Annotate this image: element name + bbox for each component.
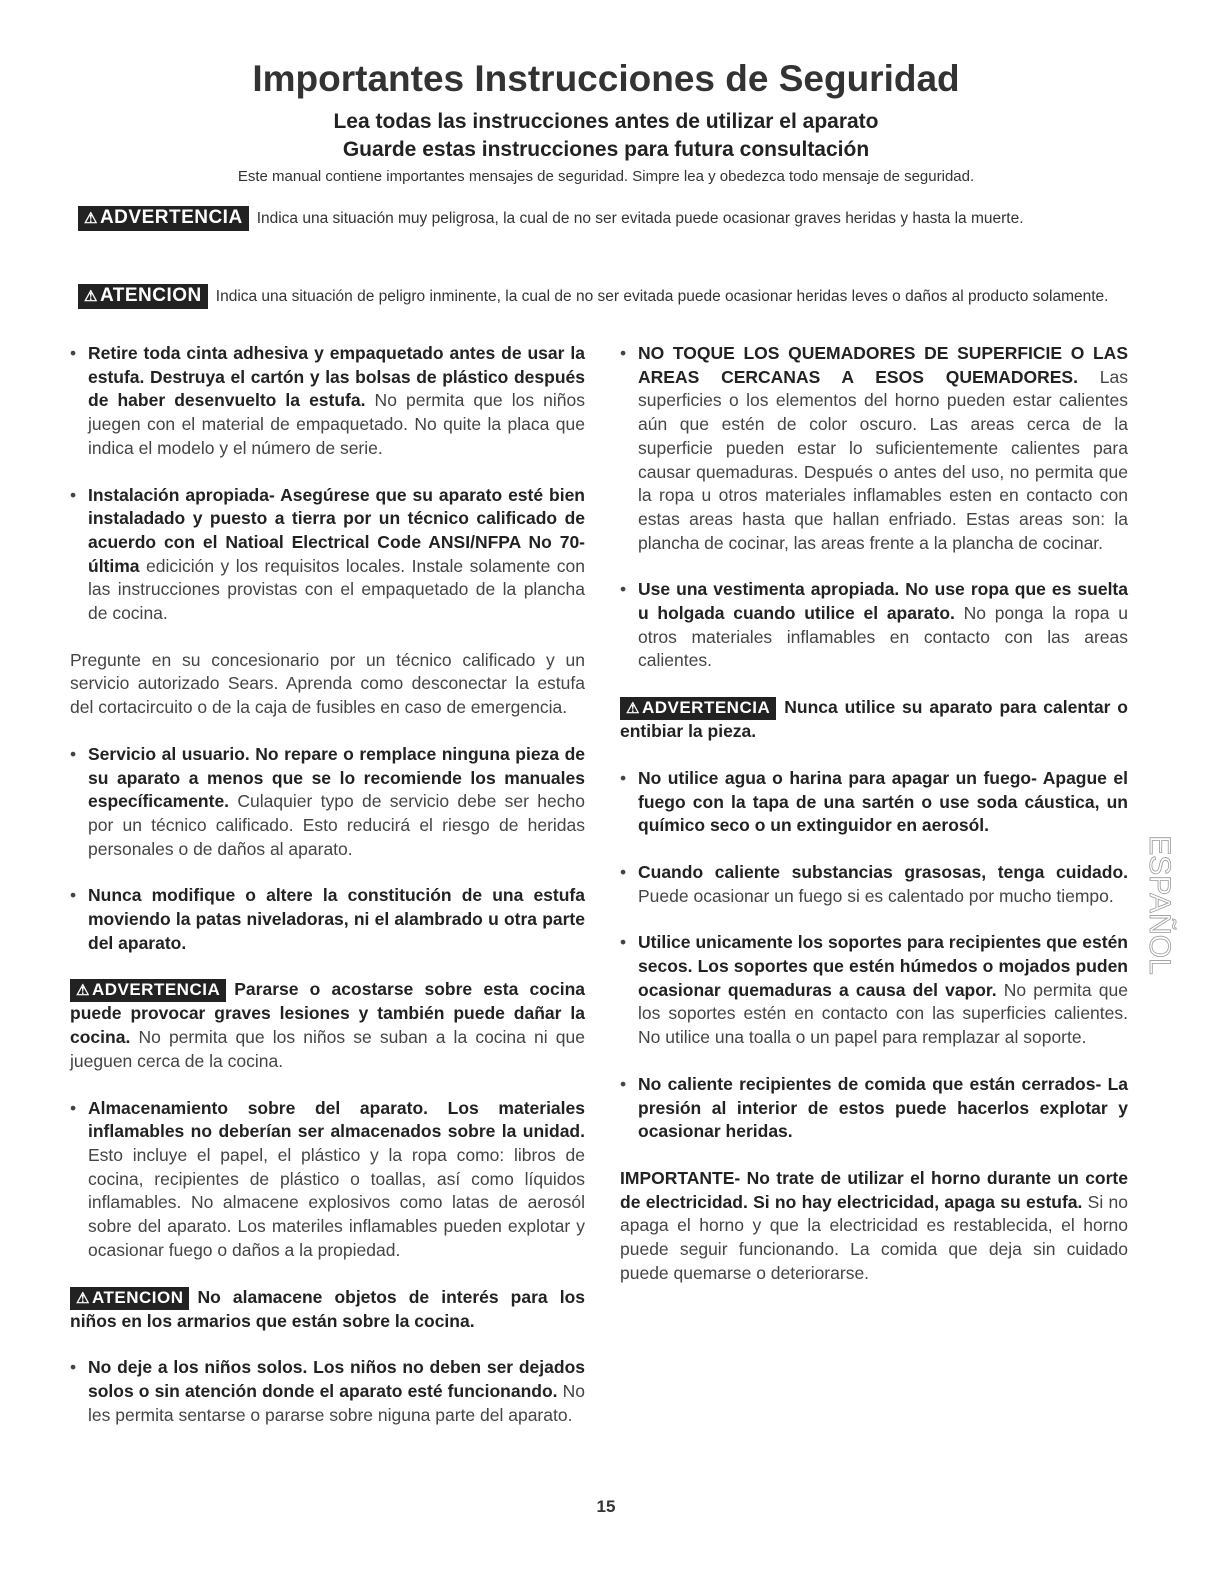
subtitle-keep: Guarde estas instrucciones para futura consultación xyxy=(342,138,870,161)
definition-advertencia: ⚠ ADVERTENCIA Indica una situación muy peligrosa, la cual de no ser evitada puede ocasionar graves heridas y hasta la muerte. xyxy=(78,206,1138,231)
page-number: 15 xyxy=(596,1497,616,1516)
warning-block: ⚠ ADVERTENCIA Nunca utilice su aparato para calentar o entibiar la pieza. xyxy=(620,697,1128,742)
paragraph: Pregunte en su concesionario por un técnico calificado y un servicio autorizado Sears. Aprenda como desconectar la estufa del cortacircuito o de la caja de fusibles en caso de emergencia. xyxy=(70,649,585,718)
list-item: • Instalación apropiada- Asegúrese que su aparato esté bien instaladado y puesto a tierra por un técnico calificado de acuerdo con el Natioal Electrical Code ANSI/NFPA No 70- última edicición y los requisitos locales. Instale solamente con las instrucciones provistas con el empaquetado de la plancha de cocina. xyxy=(70,484,585,626)
list-item: • Cuando caliente substancias grasosas, tenga cuidado. Puede ocasionar un fuego si es calentado por mucho tiempo. xyxy=(620,861,1128,908)
warning-triangle-icon: ⚠ xyxy=(84,288,98,305)
subtitle-read: Lea todas las instrucciones antes de utilizar el aparato xyxy=(333,110,879,133)
warning-triangle-icon: ⚠ xyxy=(76,1289,90,1307)
warning-triangle-icon: ⚠ xyxy=(84,210,98,227)
list-item: • Use una vestimenta apropiada. No use ropa que es suelta u holgada cuando utilice el aparato. No ponga la ropa u otros materiales inflamables en contacto con las areas calientes. xyxy=(620,578,1128,673)
right-column xyxy=(620,342,1128,1309)
page-title: Importantes Instrucciones de Seguridad xyxy=(252,58,960,99)
warning-triangle-icon: ⚠ xyxy=(76,982,90,1000)
definition-atencion: ⚠ ATENCION Indica una situación de peligro inminente, la cual de no ser evitada puede ocasionar heridas leves o daños al producto solamente. xyxy=(78,284,1138,309)
list-item: • No caliente recipientes de comida que están cerrados- La presión al interior de estos puede hacerlos explotar y ocasionar heridas. xyxy=(620,1073,1128,1144)
left-column xyxy=(70,342,585,1450)
atencion-badge: ⚠ ATENCION xyxy=(70,1287,189,1310)
list-item: • Utilice unicamente los soportes para recipientes que estén secos. Los soportes que estén húmedos o mojados puden ocasionar quemaduras a causa del vapor. No permita que los soportes estén en contacto con las superficies calientes. No utilice una toalla o un papel para remplazar al soporte. xyxy=(620,931,1128,1050)
intro-note: Este manual contiene importantes mensajes de seguridad. Simpre lea y obedezca todo mensaje de seguridad. xyxy=(237,168,975,185)
list-item: • Servicio al usuario. No repare o remplace ninguna pieza de su aparato a menos que se lo recomiende los manuales específicamente. Culaquier typo de servicio debe ser hecho por un técnico calificado. Esto reducirá el riesgo de heridas personales o de daños al aparato. xyxy=(70,743,585,862)
caution-block: ⚠ ATENCION No alamacene objetos de interés para los niños en los armarios que están sobre la cocina. xyxy=(70,1286,585,1331)
list-item: • NO TOQUE LOS QUEMADORES DE SUPERFICIE O LAS AREAS CERCANAS A ESOS QUEMADORES. Las superficies o los elementos del horno pueden estar calientes aún que estén de color oscuro. Las areas cerca de la superficie pueden estar lo suficientemente calientes para causar quemaduras. Después o antes del uso, no permita que la ropa u otros materiales inflamables esten en contacto con estas areas hasta que hallan enfriado. Estas areas son: la plancha de cocinar, las areas frente a la plancha de cocinar. xyxy=(620,342,1128,555)
advertencia-badge: ⚠ ADVERTENCIA xyxy=(78,206,249,231)
important-note: IMPORTANTE- No trate de utilizar el horno durante un corte de electricidad. Si no hay electricidad, apaga su estufa. Si no apaga el horno y que la electricidad es restablecida, el horno puede seguir funcionando. La comida que deja sin cuidado puede quemarse o deteriorarse. xyxy=(620,1167,1128,1283)
list-item: • Retire toda cinta adhesiva y empaquetado antes de usar la estufa. Destruya el cartón y las bolsas de plástico después de haber desenvuelto la estufa. No permita que los niños juegen con el material de empaquetado. No quite la placa que indica el modelo y el número de serie. xyxy=(70,342,585,461)
atencion-badge: ⚠ ATENCION xyxy=(78,284,208,309)
side-language-label: ESPAÑOL xyxy=(1143,835,1177,975)
warning-triangle-icon: ⚠ xyxy=(626,700,640,718)
advertencia-badge: ⚠ ADVERTENCIA xyxy=(70,979,226,1002)
side-language-tab xyxy=(1138,830,1178,980)
list-item: • Nunca modifique o altere la constitución de una estufa moviendo la patas niveladoras, ni el alambrado u otra parte del aparato. xyxy=(70,884,585,955)
warning-block: ⚠ ADVERTENCIA Pararse o acostarse sobre esta cocina puede provocar graves lesiones y también puede dañar la cocina. No permita que los niños se suban a la cocina ni que jueguen cerca de la cocina. xyxy=(70,979,585,1071)
list-item: • No utilice agua o harina para apagar un fuego- Apague el fuego con la tapa de una sartén o use soda cáustica, un químico seco o un extinguidor en aerosól. xyxy=(620,767,1128,838)
list-item: • No deje a los niños solos. Los niños no deben ser dejados solos o sin atención donde el aparato esté funcionando. No les permita sentarse o pararse sobre niguna parte del aparato. xyxy=(70,1356,585,1427)
advertencia-badge: ⚠ ADVERTENCIA xyxy=(620,697,776,720)
list-item: • Almacenamiento sobre del aparato. Los materiales inflamables no deberían ser almacenados sobre la unidad. Esto incluye el papel, el plástico y la ropa como: libros de cocina, recipientes de plástico o toallas, así como líquidos inflamables. No almacene explosivos como latas de aerosól sobre del aparato. Los materiles inflamables pueden explotar y ocasionar fuego o daños a la propiedad. xyxy=(70,1097,585,1263)
